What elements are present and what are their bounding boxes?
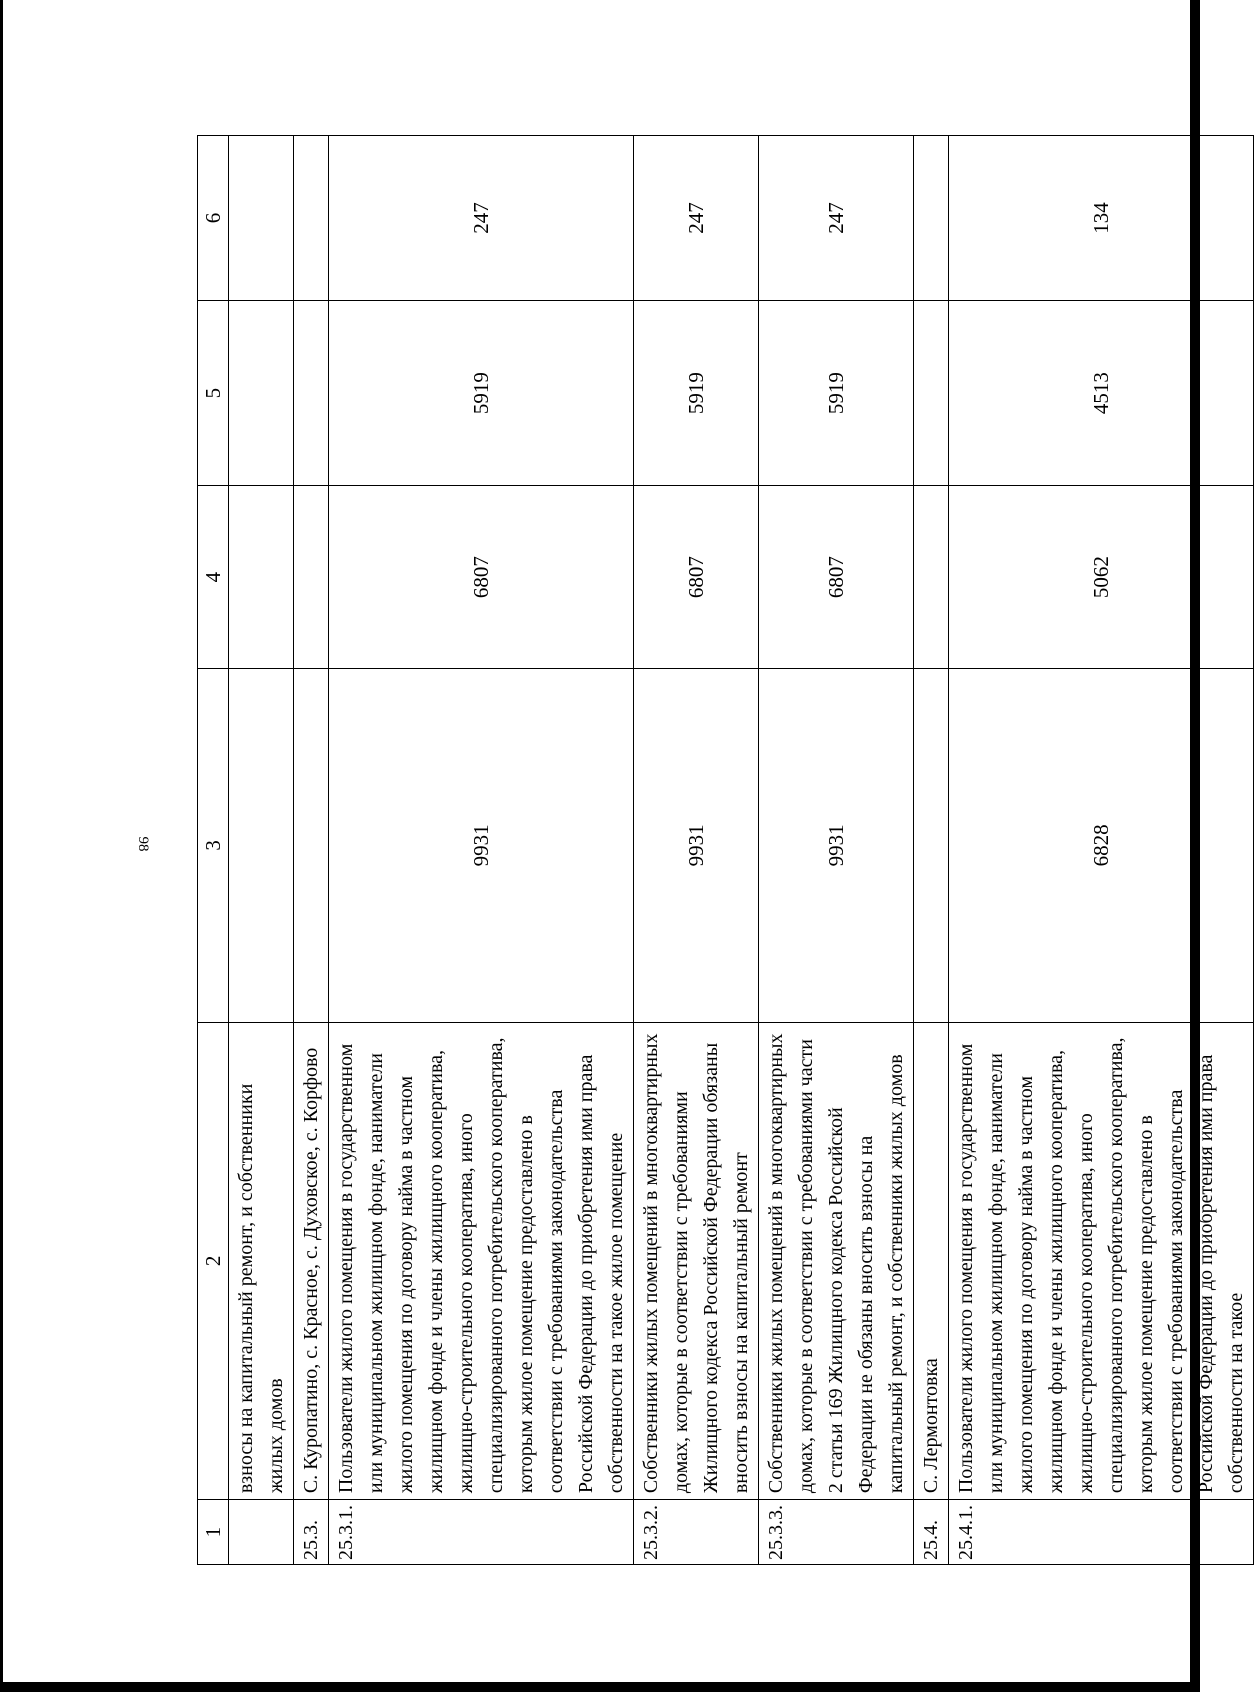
rotated-table-container	[197, 135, 1247, 1565]
value-cell: 6807	[329, 486, 634, 669]
value-cell: 247	[329, 136, 634, 301]
value-cell	[914, 136, 949, 301]
row-code: 25.3.1.	[329, 1500, 634, 1565]
value-cell: 5919	[634, 301, 759, 486]
row-text: Пользователи жилого помещения в государственном или муниципальном жилищном фонде, наниматели жилого помещения по договору найма в частном жилищном фонде и члены жилищного кооператива, жилищно-строительного кооператива, иного специализированного потребительского кооператива, которым жилое помещение предоставлено в соответствии с требованиями законодательства Российской Федерации до приобретения ими права собственности на такое	[949, 1022, 1254, 1500]
value-cell	[294, 486, 329, 669]
row-code: 25.3.2.	[634, 1500, 759, 1565]
row-code: 25.4.	[914, 1500, 949, 1565]
value-cell	[914, 486, 949, 669]
value-cell	[229, 136, 294, 301]
table-row	[949, 136, 1254, 1565]
row-text: Собственники жилых помещений в многоквартирных домах, которые в соответствии с требованиями Жилищного кодекса Российской Федерации обязаны вносить взносы на капитальный ремонт	[634, 1022, 759, 1500]
scan-border-bottom	[0, 1682, 1200, 1692]
header-cell: 2	[198, 1022, 229, 1500]
value-cell: 6807	[634, 486, 759, 669]
value-cell: 6828	[949, 668, 1254, 1022]
row-code: 25.3.	[294, 1500, 329, 1565]
header-row	[198, 136, 229, 1565]
value-cell: 9931	[759, 668, 914, 1022]
row-text: взносы на капитальный ремонт, и собственники жилых домов	[229, 1022, 294, 1500]
value-cell: 5919	[329, 301, 634, 486]
table-row	[229, 136, 294, 1565]
value-cell	[914, 301, 949, 486]
table-row	[759, 136, 914, 1565]
table-row	[634, 136, 759, 1565]
header-cell: 5	[198, 301, 229, 486]
value-cell	[229, 301, 294, 486]
value-cell: 247	[634, 136, 759, 301]
table-row	[914, 136, 949, 1565]
scan-border-left	[0, 0, 3, 1692]
value-cell: 9931	[634, 668, 759, 1022]
value-cell	[294, 136, 329, 301]
header-cell: 1	[198, 1500, 229, 1565]
value-cell	[294, 668, 329, 1022]
value-cell	[914, 668, 949, 1022]
value-cell	[294, 301, 329, 486]
page-number: 98	[135, 836, 151, 852]
value-cell: 9931	[329, 668, 634, 1022]
value-cell	[229, 668, 294, 1022]
value-cell: 247	[759, 136, 914, 301]
value-cell	[229, 486, 294, 669]
value-cell: 6807	[759, 486, 914, 669]
row-code: 25.4.1.	[949, 1500, 1254, 1565]
row-text: Пользователи жилого помещения в государственном или муниципальном жилищном фонде, наниматели жилого помещения по договору найма в частном жилищном фонде и члены жилищного кооператива, жилищно-строительного кооператива, иного специализированного потребительского кооператива, которым жилое помещение предоставлено в соответствии с требованиями законодательства Российской Федерации до приобретения ими права собственности на такое жилое помещение	[329, 1022, 634, 1500]
row-text: Собственники жилых помещений в многоквартирных домах, которые в соответствии с требованиями части 2 статьи 169 Жилищного кодекса Российской Федерации не обязаны вносить взносы на капитальный ремонт, и собственники жилых домов	[759, 1022, 914, 1500]
value-cell: 4513	[949, 301, 1254, 486]
header-cell: 6	[198, 136, 229, 301]
value-cell: 5062	[949, 486, 1254, 669]
header-cell: 4	[198, 486, 229, 669]
row-code: 25.3.3.	[759, 1500, 914, 1565]
table-row	[329, 136, 634, 1565]
tariff-table	[197, 135, 1254, 1565]
table-row	[294, 136, 329, 1565]
row-code	[229, 1500, 294, 1565]
row-text: С. Куропатино, с. Красное, с. Духовское, с. Корфово	[294, 1022, 329, 1500]
header-cell: 3	[198, 668, 229, 1022]
value-cell: 134	[949, 136, 1254, 301]
row-text: С. Лермонтовка	[914, 1022, 949, 1500]
value-cell: 5919	[759, 301, 914, 486]
